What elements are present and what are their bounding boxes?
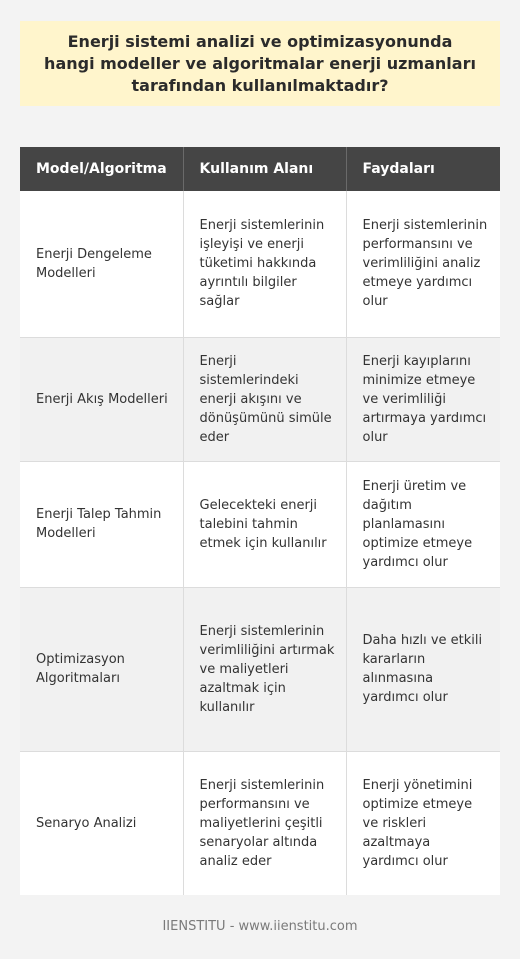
cell-benefits: Enerji üretim ve dağıtım planlamasını optimize etmeye yardımcı olur xyxy=(346,461,500,587)
cell-benefits: Daha hızlı ve etkili kararların alınmasına yardımcı olur xyxy=(346,587,500,751)
cell-usage-area: Gelecekteki enerji talebini tahmin etmek için kullanılır xyxy=(183,461,346,587)
table-row xyxy=(20,751,500,895)
question-title: Enerji sistemi analizi ve optimizasyonunda hangi modeller ve algoritmalar enerji uzmanları tarafından kullanılmaktadır? xyxy=(44,31,476,95)
cell-model: Enerji Akış Modelleri xyxy=(20,337,183,461)
cell-usage-area: Enerji sistemlerinin performansını ve maliyetlerini çeşitli senaryolar altında analiz eder xyxy=(183,751,346,895)
comparison-table-container xyxy=(20,147,500,895)
header-usage-area: Kullanım Alanı xyxy=(183,147,346,191)
cell-model: Enerji Talep Tahmin Modelleri xyxy=(20,461,183,587)
table-row xyxy=(20,337,500,461)
cell-benefits: Enerji yönetimini optimize etmeye ve riskleri azaltmaya yardımcı olur xyxy=(346,751,500,895)
cell-model: Optimizasyon Algoritmaları xyxy=(20,587,183,751)
footer-credit: IIENSTITU - www.iienstitu.com xyxy=(162,919,358,934)
table-row xyxy=(20,461,500,587)
cell-benefits: Enerji sistemlerinin performansını ve verimliliğini analiz etmeye yardımcı olur xyxy=(346,191,500,337)
cell-model: Enerji Dengeleme Modelleri xyxy=(20,191,183,337)
cell-usage-area: Enerji sistemlerinin verimliliğini artırmak ve maliyetleri azaltmak için kullanılır xyxy=(183,587,346,751)
table-row xyxy=(20,191,500,337)
question-banner xyxy=(20,21,500,106)
cell-benefits: Enerji kayıplarını minimize etmeye ve verimliliği artırmaya yardımcı olur xyxy=(346,337,500,461)
cell-usage-area: Enerji sistemlerindeki enerji akışını ve dönüşümünü simüle eder xyxy=(183,337,346,461)
table-row xyxy=(20,587,500,751)
table-header-row xyxy=(20,147,500,191)
cell-usage-area: Enerji sistemlerinin işleyişi ve enerji tüketimi hakkında ayrıntılı bilgiler sağlar xyxy=(183,191,346,337)
header-benefits: Faydaları xyxy=(346,147,500,191)
table-header xyxy=(20,147,500,191)
cell-model: Senaryo Analizi xyxy=(20,751,183,895)
header-model: Model/Algoritma xyxy=(20,147,183,191)
comparison-table xyxy=(20,147,500,895)
table-body xyxy=(20,191,500,895)
